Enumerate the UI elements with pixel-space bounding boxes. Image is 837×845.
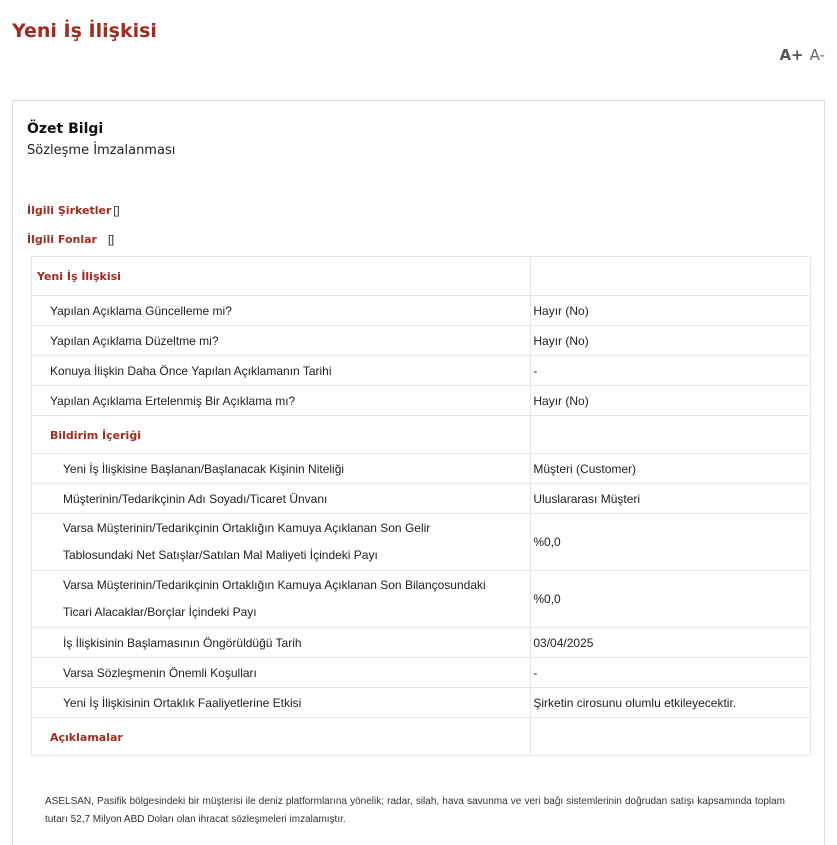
row-label-line: Varsa Müşterinin/Tedarikçinin Ortaklığın Kamuya Açıklanan Son Gelir	[63, 521, 431, 535]
row-label: Yeni İş İlişkisine Başlanan/Başlanacak Kişinin Niteliği	[32, 454, 531, 484]
related-companies-label[interactable]: İlgili Şirketler	[27, 204, 112, 217]
row-value: Uluslararası Müşteri	[531, 484, 811, 514]
row-label: Yapılan Açıklama Ertelenmiş Bir Açıklama mı?	[32, 386, 531, 416]
table-row	[32, 454, 811, 484]
row-label: Yapılan Açıklama Düzeltme mi?	[32, 326, 531, 356]
row-value: -	[531, 658, 811, 688]
font-size-controls	[779, 46, 825, 64]
related-funds-row	[27, 233, 114, 246]
table-row	[32, 326, 811, 356]
row-value: Müşteri (Customer)	[531, 454, 811, 484]
table-row	[32, 688, 811, 718]
table-row	[32, 718, 811, 756]
row-label: Varsa Sözleşmenin Önemli Koşulları	[32, 658, 531, 688]
table-row	[32, 658, 811, 688]
summary-title: Özet Bilgi	[27, 121, 104, 137]
table-row	[32, 514, 811, 571]
row-label	[32, 514, 531, 571]
related-funds-value: []	[107, 233, 115, 246]
row-value: %0,0	[531, 571, 811, 628]
disclosure-card	[12, 100, 825, 845]
table-row	[32, 356, 811, 386]
font-decrease-button[interactable]: A-	[809, 46, 825, 64]
section-header-main: Yeni İş İlişkisi	[37, 270, 121, 283]
row-value: Hayır (No)	[531, 386, 811, 416]
row-label-line: Tablosundaki Net Satışlar/Satılan Mal Maliyeti İçindeki Payı	[63, 548, 378, 562]
related-funds-label[interactable]: İlgili Fonlar	[27, 233, 97, 246]
related-companies-value: []	[113, 204, 120, 217]
row-value: 03/04/2025	[531, 628, 811, 658]
table-row	[32, 571, 811, 628]
row-value: Hayır (No)	[531, 326, 811, 356]
table-row	[32, 416, 811, 454]
row-value: %0,0	[531, 514, 811, 571]
page-title: Yeni İş İlişkisi	[12, 20, 157, 42]
row-label-line: Varsa Müşterinin/Tedarikçinin Ortaklığın Kamuya Açıklanan Son Bilançosundaki	[63, 578, 486, 592]
table-row	[32, 484, 811, 514]
table-row	[32, 296, 811, 326]
summary-subtitle: Sözleşme İmzalanması	[27, 143, 176, 158]
row-label: İş İlişkisinin Başlamasının Öngörüldüğü Tarih	[32, 628, 531, 658]
related-companies-row	[27, 204, 120, 217]
row-value: Şirketin cirosunu olumlu etkileyecektir.	[531, 688, 811, 718]
row-label	[32, 571, 531, 628]
row-label: Müşterinin/Tedarikçinin Adı Soyadı/Ticaret Ünvanı	[32, 484, 531, 514]
disclosure-table	[31, 256, 811, 756]
row-value: -	[531, 356, 811, 386]
row-label: Yapılan Açıklama Güncelleme mi?	[32, 296, 531, 326]
row-label-line: Ticari Alacaklar/Borçlar İçindeki Payı	[63, 605, 257, 619]
explanation-text: ASELSAN, Pasifik bölgesindeki bir müşterisi ile deniz platformlarına yönelik; radar, silah, hava savunma ve veri bağı sistemlerinin doğrudan satışı kapsamında toplam tutarı 52,7 Milyon ABD Doları olan ihracat sözleşmeleri imzalamıştır.	[45, 796, 785, 825]
row-label: Yeni İş İlişkisinin Ortaklık Faaliyetlerine Etkisi	[32, 688, 531, 718]
table-row	[32, 386, 811, 416]
font-increase-button[interactable]: A+	[779, 46, 804, 64]
row-value: Hayır (No)	[531, 296, 811, 326]
table-row	[32, 257, 811, 296]
section-header-notes: Açıklamalar	[50, 730, 123, 744]
table-row	[32, 628, 811, 658]
row-label: Konuya İlişkin Daha Önce Yapılan Açıklamanın Tarihi	[32, 356, 531, 386]
section-header-content: Bildirim İçeriği	[50, 428, 141, 442]
